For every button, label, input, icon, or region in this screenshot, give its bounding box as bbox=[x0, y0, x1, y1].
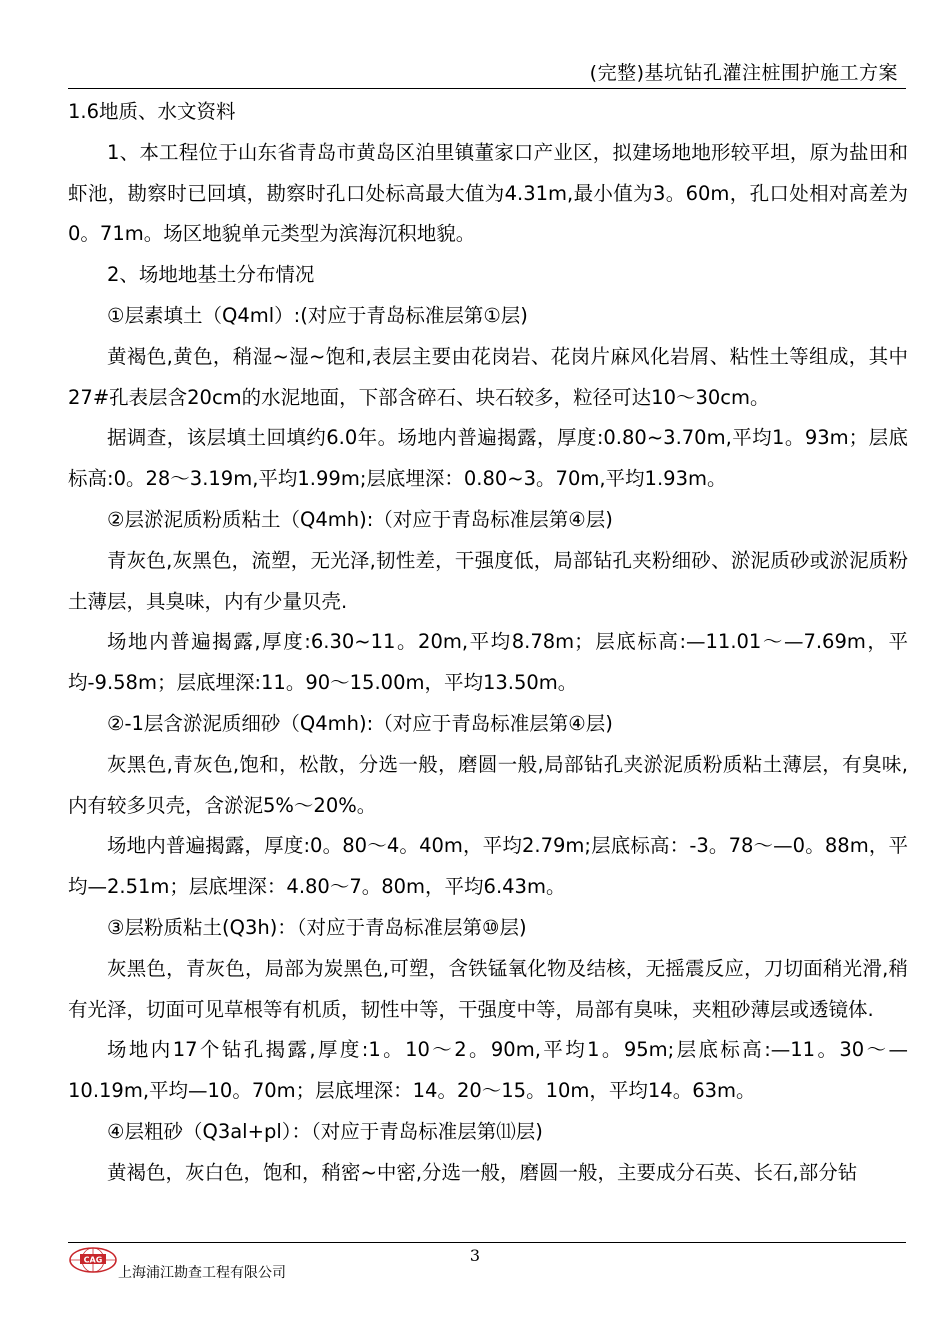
logo-text: CAG bbox=[83, 1255, 103, 1265]
body-text bbox=[68, 92, 908, 1194]
layer-heading: ①层素填土（Q4ml）:(对应于青岛标准层第①层) bbox=[107, 303, 528, 327]
paragraph: 青灰色,灰黑色，流塑，无光泽,韧性差，干强度低，局部钻孔夹粉细砂、淤泥质砂或淤泥质粉土薄层，具臭味，内有少量贝壳. bbox=[68, 548, 908, 613]
paragraph: 场地内17个钻孔揭露,厚度:1。10～2。90m,平均1。95m;层底标高:—11。30～—10.19m,平均—10。70m；层底埋深：14。20～15。10m，平均14。63m。 bbox=[68, 1038, 908, 1103]
paragraph: 据调查，该层填土回填约6.0年。场地内普遍揭露，厚度:0.80~3.70m,平均1。93m；层底标高:0。28～3.19m,平均1.99m;层底埋深：0.80~3。70m,平均1.93m。 bbox=[68, 426, 908, 491]
layer-heading: ④层粗砂（Q3al+pl）：（对应于青岛标准层第⑾层) bbox=[107, 1119, 543, 1143]
footer-rule bbox=[68, 1242, 906, 1243]
paragraph: 2、场地地基土分布情况 bbox=[107, 263, 315, 287]
paragraph: 黄褐色，灰白色，饱和，稍密~中密,分选一般，磨圆一般，主要成分石英、长石,部分钻 bbox=[107, 1160, 858, 1184]
company-name: 上海浦江勘查工程有限公司 bbox=[118, 1265, 286, 1281]
company-logo bbox=[68, 1246, 118, 1274]
layer-heading: ②层淤泥质粉质粘土（Q4mh):（对应于青岛标准层第④层) bbox=[107, 507, 613, 531]
paragraph: 灰黑色,青灰色,饱和，松散，分选一般，磨圆一般,局部钻孔夹淤泥质粉质粘土薄层，有臭味,内有较多贝壳，含淤泥5%～20%。 bbox=[68, 752, 908, 817]
paragraph: 场地内普遍揭露,厚度:6.30~11。20m,平均8.78m；层底标高:—11.01～—7.69m，平均-9.58m；层底埋深:11。90～15.00m，平均13.50m。 bbox=[68, 630, 908, 695]
paragraph: 场地内普遍揭露，厚度:0。80～4。40m，平均2.79m;层底标高：-3。78～—0。88m，平均—2.51m；层底埋深：4.80～7。80m，平均6.43m。 bbox=[68, 834, 908, 899]
layer-heading: ③层粉质粘土(Q3h)：（对应于青岛标准层第⑩层) bbox=[107, 915, 527, 939]
layer-heading: ②-1层含淤泥质细砂（Q4mh):（对应于青岛标准层第④层) bbox=[107, 711, 613, 735]
header-rule bbox=[68, 88, 906, 89]
paragraph: 灰黑色，青灰色，局部为炭黑色,可塑，含铁锰氧化物及结核，无摇震反应，刀切面稍光滑,稍有光泽，切面可见草根等有机质，韧性中等，干强度中等，局部有臭味，夹粗砂薄层或透镜体. bbox=[68, 956, 908, 1021]
section-heading: 1.6地质、水文资料 bbox=[68, 100, 236, 123]
paragraph: 黄褐色,黄色，稍湿~湿~饱和,表层主要由花岗岩、花岗片麻风化岩屑、粘性土等组成，其中27#孔表层含20cm的水泥地面，下部含碎石、块石较多，粒径可达10～30cm。 bbox=[68, 344, 908, 409]
running-header: (完整)基坑钻孔灌注桩围护施工方案 bbox=[589, 62, 898, 84]
paragraph: 1、本工程位于山东省青岛市黄岛区泊里镇董家口产业区，拟建场地地形较平坦，原为盐田和虾池，勘察时已回填，勘察时孔口处标高最大值为4.31m,最小值为3。60m，孔口处相对高差为0。71m。场区地貌单元类型为滨海沉积地貌。 bbox=[68, 140, 908, 246]
page-number: 3 bbox=[469, 1246, 481, 1265]
